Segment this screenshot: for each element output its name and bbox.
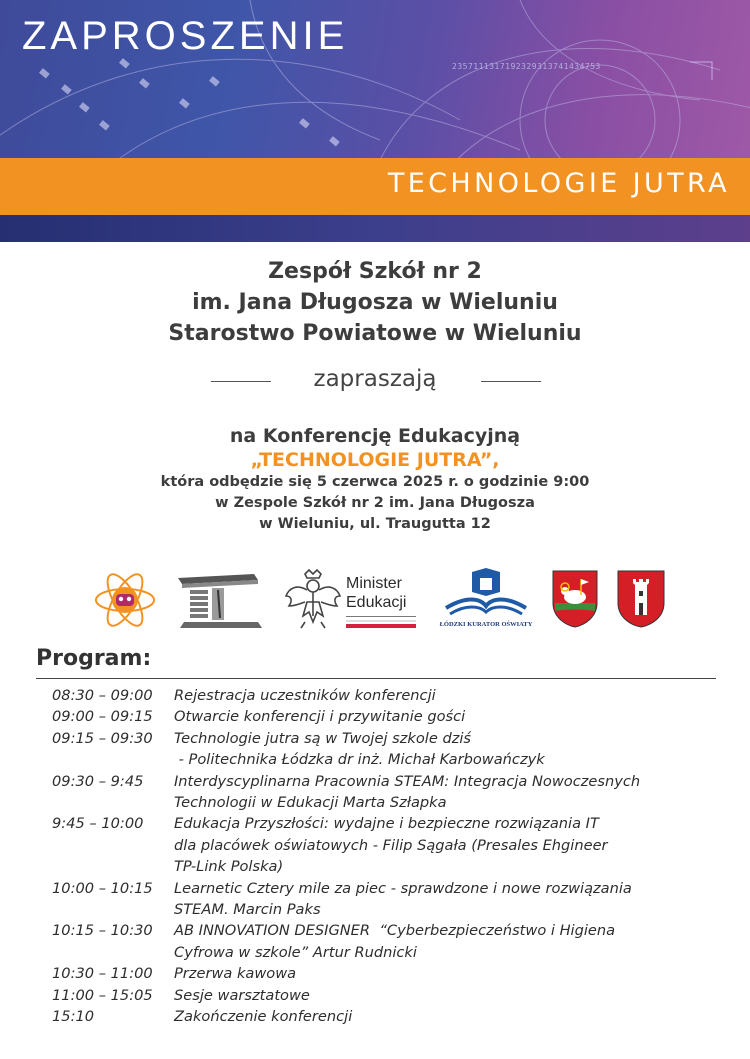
program-row <box>52 813 732 877</box>
program-time: 09:30 – 9:45 <box>52 772 144 790</box>
program-description-line: STEAM. Marcin Paks <box>174 901 321 919</box>
prime-numbers-decoration: 2357111317192329313741434753 <box>452 62 601 71</box>
program-description <box>174 920 732 963</box>
program-description-line: Rejestracja uczestników konferencji <box>174 687 436 704</box>
header-banner <box>0 0 750 242</box>
program-description-line: Technologie jutra są w Twojej szkole dziś <box>174 729 472 747</box>
program-heading: Program: <box>36 646 152 671</box>
program-row <box>52 706 732 727</box>
event-title-banner: TECHNOLOGIE JUTRA <box>387 168 730 199</box>
program-description-line: Interdyscyplinarna Pracownia STEAM: Integracja Nowoczesnych <box>174 772 641 790</box>
program-description <box>174 813 732 877</box>
program-time: 10:00 – 10:15 <box>52 879 153 897</box>
program-description-line: Zakończenie konferencji <box>174 1008 353 1026</box>
atom-logo-icon <box>92 568 158 632</box>
minister-logo-text <box>346 574 406 612</box>
program-description-line: AB INNOVATION DESIGNER “Cyberbezpieczeństwo i Higiena <box>174 922 616 940</box>
minister-separator <box>346 616 416 617</box>
program-row <box>52 963 732 984</box>
program-row <box>52 728 732 771</box>
program-time: 10:15 – 10:30 <box>52 922 153 940</box>
organizer-line: Starostwo Powiatowe w Wieluniu <box>168 321 582 346</box>
conference-name: „TECHNOLOGIE JUTRA”, <box>250 449 500 471</box>
conference-intro: na Konferencję Edukacyjną <box>229 425 521 447</box>
program-description-line: Technologii w Edukacji Marta Szłapka <box>174 794 447 812</box>
polish-eagle-emblem-icon <box>283 566 343 632</box>
program-description-line: Learnetic Cztery mile za piec - sprawdzone i nowe rozwiązania <box>174 879 632 897</box>
program-description <box>174 1006 732 1027</box>
program-description <box>174 963 732 984</box>
program-row <box>52 771 732 814</box>
kurator-logo-icon <box>436 566 536 632</box>
program-time: 10:30 – 11:00 <box>52 965 153 983</box>
conference-address: w Wieluniu, ul. Traugutta 12 <box>259 516 491 532</box>
program-description <box>174 985 732 1006</box>
banner-bottom-strip <box>0 215 750 242</box>
program-time: 11:00 – 15:05 <box>52 986 153 1004</box>
program-list <box>52 685 732 1028</box>
flag-red-bar <box>346 624 416 628</box>
program-description <box>174 685 732 706</box>
program-row <box>52 878 732 921</box>
program-description-line: Otwarcie konferencji i przywitanie gości <box>174 708 466 726</box>
kurator-text: ŁÓDZKI KURATOR OŚWIATY <box>439 621 533 628</box>
invitation-title: ZAPROSZENIE <box>22 14 349 58</box>
program-time: 15:10 <box>52 1008 95 1026</box>
program-row <box>52 1006 732 1027</box>
minister-line: Minister <box>346 575 403 592</box>
program-description <box>174 878 732 921</box>
program-description-line: Przerwa kawowa <box>174 965 297 983</box>
program-description-line: dla placówek oświatowych - Filip Sągała (Presales Ehgineer <box>174 836 608 854</box>
conference-date: która odbędzie się 5 czerwca 2025 r. o godzinie 9:00 <box>160 474 590 490</box>
organizers-block <box>0 256 750 349</box>
program-row <box>52 920 732 963</box>
orange-title-band <box>0 158 750 215</box>
conference-info <box>0 424 750 535</box>
program-divider <box>36 678 716 679</box>
tower-coat-of-arms-icon <box>616 569 666 629</box>
program-time: 9:45 – 10:00 <box>52 815 144 833</box>
program-description-line: Cyfrowa w szkole” Artur Rudnicki <box>174 943 417 961</box>
minister-line: Edukacji <box>346 594 407 611</box>
school-monument-logo-icon <box>174 570 264 630</box>
program-description <box>174 728 732 771</box>
program-description-line: - Politechnika Łódzka dr inż. Michał Karbowańczyk <box>174 751 545 769</box>
program-description <box>174 706 732 727</box>
invite-row <box>0 366 750 396</box>
divider-right <box>481 381 541 382</box>
program-time: 08:30 – 09:00 <box>52 687 153 704</box>
program-time: 09:15 – 09:30 <box>52 729 153 747</box>
program-description <box>174 771 732 814</box>
conference-venue: w Zespole Szkół nr 2 im. Jana Długosza <box>215 495 535 511</box>
program-row <box>52 985 732 1006</box>
program-row <box>52 685 732 706</box>
wielun-lamb-coat-of-arms-icon <box>551 569 599 629</box>
program-time: 09:00 – 09:15 <box>52 708 153 726</box>
invite-word: zapraszają <box>313 366 437 392</box>
flag-white-bar <box>346 620 416 622</box>
organizer-line: im. Jana Długosza w Wieluniu <box>192 290 558 315</box>
program-description-line: Sesje warsztatowe <box>174 986 310 1004</box>
program-description-line: TP-Link Polska) <box>174 858 284 876</box>
program-description-line: Edukacja Przyszłości: wydajne i bezpieczne rozwiązania IT <box>174 815 599 833</box>
organizer-line: Zespół Szkół nr 2 <box>268 259 482 284</box>
